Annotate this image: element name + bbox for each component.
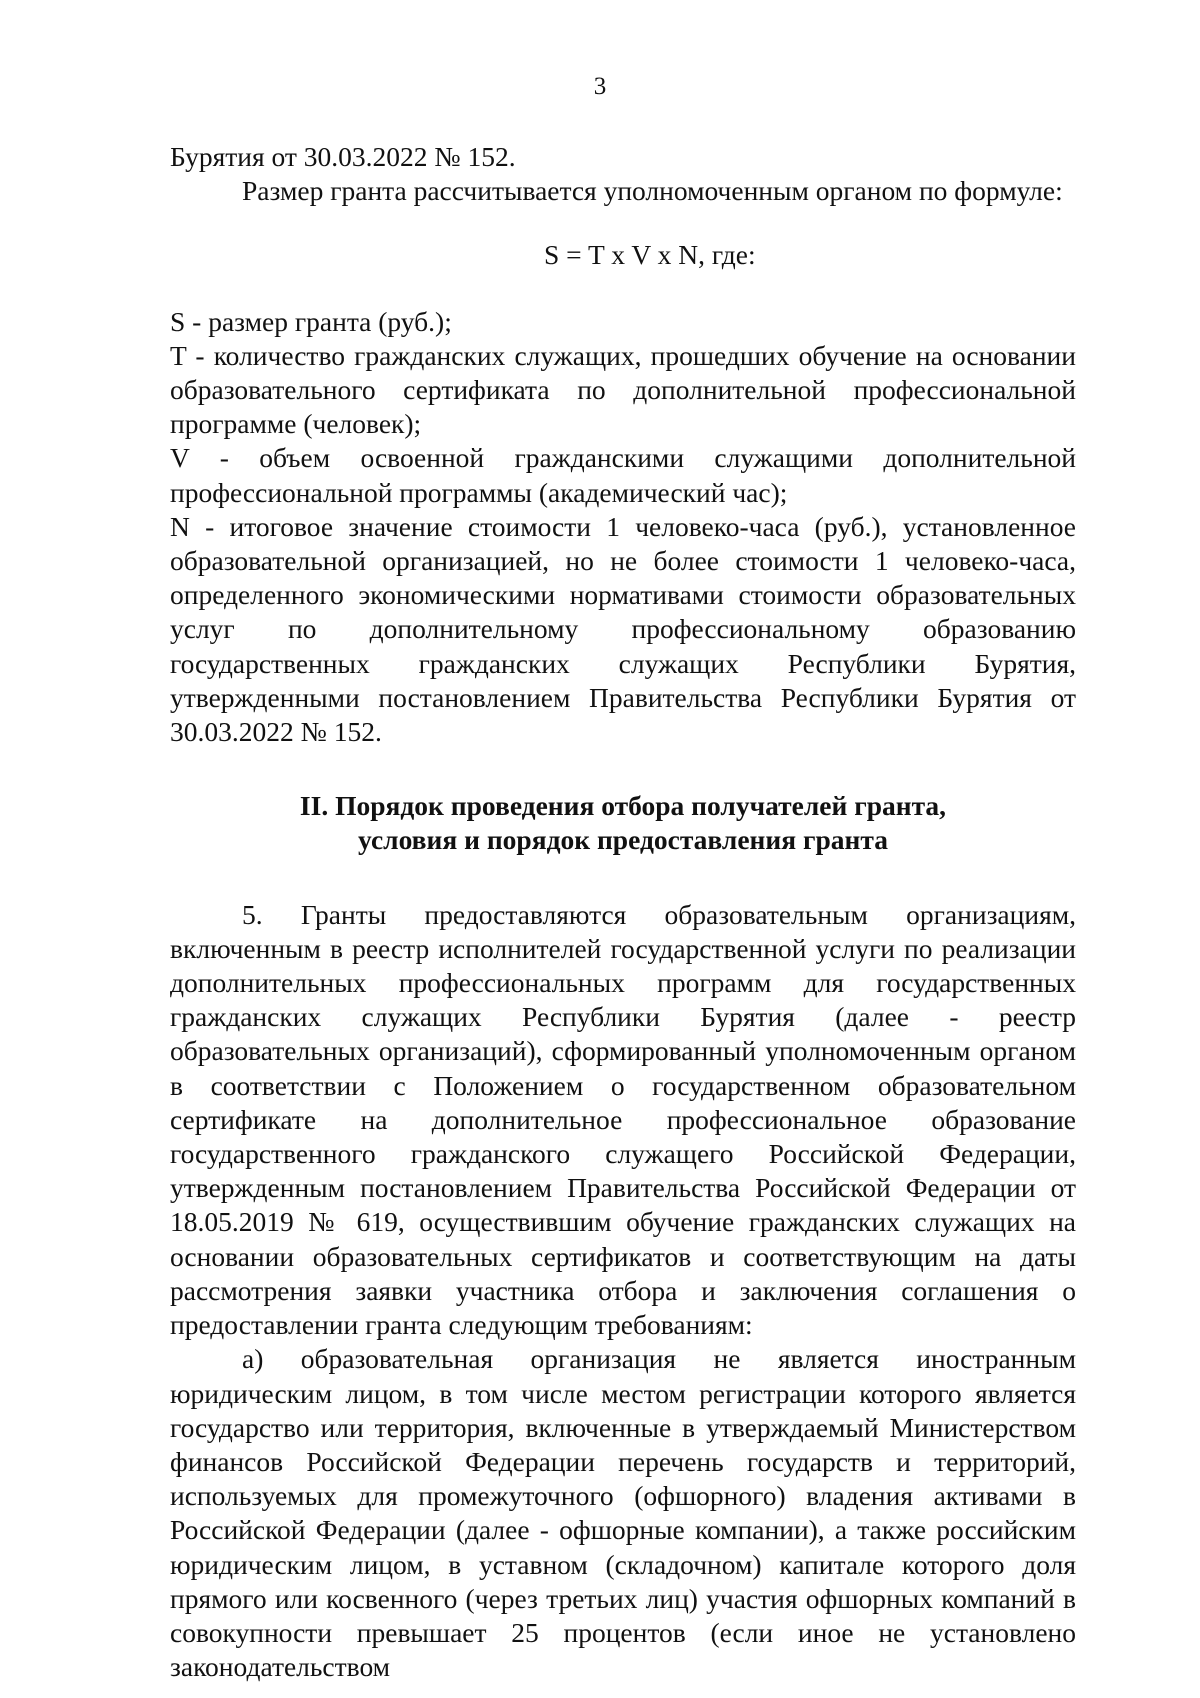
section-heading-line-1: II. Порядок проведения отбора получателей гранта, bbox=[299, 790, 947, 822]
page-number: 3 bbox=[593, 73, 607, 100]
formula-intro-paragraph: Размер гранта рассчитывается уполномоченным органом по формуле: bbox=[242, 175, 1063, 207]
section-heading bbox=[170, 789, 1076, 857]
definition-n: N - итоговое значение стоимости 1 человеко-часа (руб.), установленное образовательной организацией, но не более стоимости 1 человеко-часа, определенного экономическими нормативами стоимости образовательных услуг по дополнительному профессиональному образованию государственных гражданских служащих Республики Бурятия, утвержденными постановлением Правительства Республики Бурятия от 30.03.2022 № 152. bbox=[170, 510, 1076, 748]
formula-definitions bbox=[170, 305, 1076, 750]
grant-formula: S = T x V x N, где: bbox=[544, 239, 756, 271]
continuation-text: Бурятия от 30.03.2022 № 152. bbox=[170, 141, 516, 172]
section-heading-line-2: условия и порядок предоставления гранта bbox=[358, 824, 888, 856]
definition-s: S - размер гранта (руб.); bbox=[170, 305, 452, 337]
item-a: а) образовательная организация не является иностранным юридическим лицом, в том числе местом регистрации которого является государство или территория, включенные в утверждаемый Министерством финансов Российской Федерации перечень государств и территорий, используемых для промежуточного (офшорного) владения активами в Российской Федерации (далее - офшорные компании), а также российским юридическим лицом, в уставном (складочном) капитале которого доля прямого или косвенного (через третьих лиц) участия офшорных компаний в совокупности превышает 25 процентов (если иное не установлено законодательством bbox=[170, 1343, 1076, 1683]
paragraph-5: 5. Гранты предоставляются образовательным организациям, включенным в реестр исполнителей государственной услуги по реализации дополнительных профессиональных программ для государственных гражданских служащих Республики Бурятия (далее - реестр образовательных организаций), сформированный уполномоченным органом в соответствии с Положением о государственном образовательном сертификате на дополнительное профессиональное образование государственного гражданского служащего Российской Федерации, утвержденным постановлением Правительства Российской Федерации от 18.05.2019 № 619, осуществившим обучение гражданских служащих на основании образовательных сертификатов и соответствующим на даты рассмотрения заявки участника отбора и заключения соглашения о предоставлении гранта следующим требованиям: bbox=[170, 898, 1076, 1341]
definition-v: V - объем освоенной гражданскими служащими дополнительной профессиональной программы (академический час); bbox=[170, 442, 1076, 508]
document-body bbox=[170, 140, 1076, 1684]
definition-t: T - количество гражданских служащих, прошедших обучение на основании образовательного сертификата по дополнительной профессиональной программе (человек); bbox=[170, 339, 1076, 440]
